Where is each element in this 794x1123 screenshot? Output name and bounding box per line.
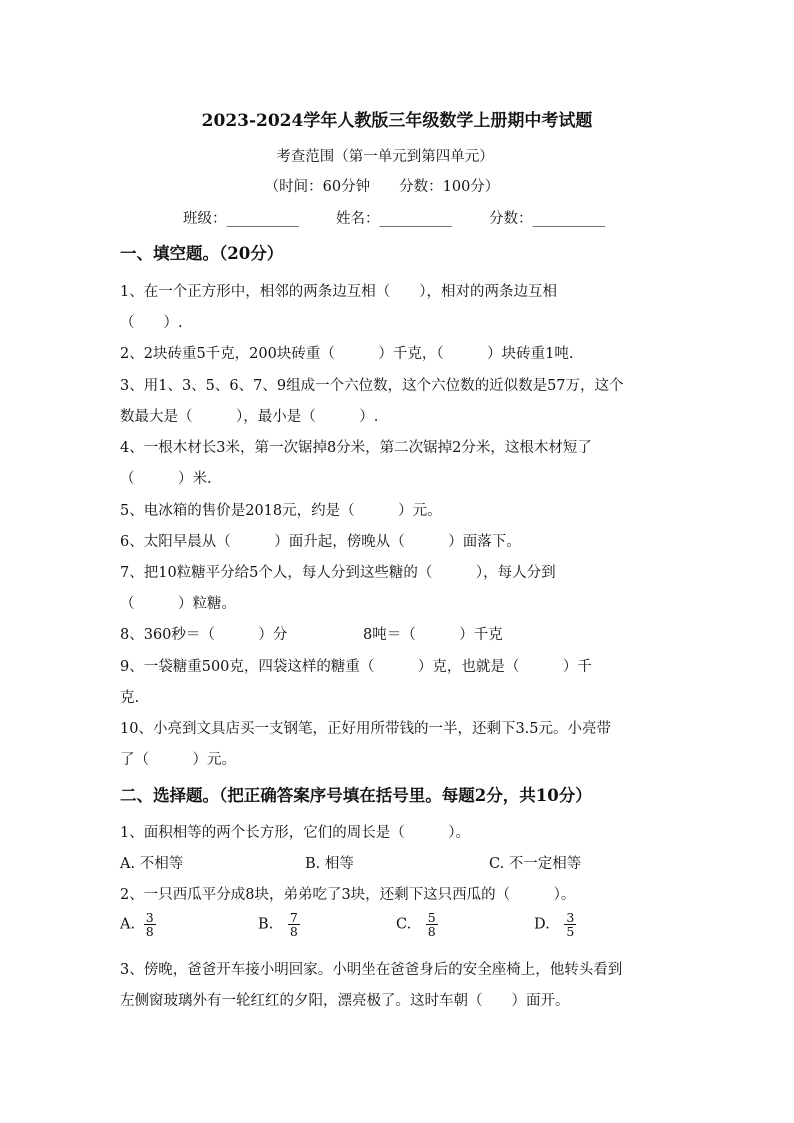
question-1-8a: 8、360秒＝（ ）分: [120, 627, 288, 643]
option-label: D.: [534, 916, 550, 933]
question-1-7-cont: （ ）粒糖。: [120, 596, 236, 612]
q2-1-option-a: A. 不相等: [120, 856, 184, 872]
name-field: 姓名：__________: [336, 211, 452, 227]
q2-2-option-a: [120, 911, 156, 938]
fraction-numerator: 7: [289, 910, 298, 925]
exam-time-score: （时间：60分钟 分数：100分）: [264, 179, 500, 195]
question-1-4-cont: （ ）米.: [120, 471, 212, 487]
fraction-denominator: 8: [145, 924, 154, 939]
q2-2-option-c: [396, 911, 438, 938]
option-label: A.: [120, 916, 136, 933]
fraction-denominator: 8: [289, 924, 298, 939]
question-1-9: 9、一袋糖重500克，四袋这样的糖重（ ）克，也就是（ ）千: [120, 659, 592, 675]
question-2-2: 2、一只西瓜平分成8块，弟弟吃了3块，还剩下这只西瓜的（ ）。: [120, 887, 576, 903]
fraction-numerator: 3: [145, 910, 154, 925]
fraction: [426, 911, 438, 938]
question-2-1: 1、面积相等的两个长方形，它们的周长是（ ）。: [120, 825, 470, 841]
question-1-3: 3、用1、3、5、6、7、9组成一个六位数，这个六位数的近似数是57万，这个: [120, 378, 624, 394]
question-1-9-cont: 克.: [120, 690, 140, 706]
question-1-2: 2、2块砖重5千克，200块砖重（ ）千克，（ ）块砖重1吨.: [120, 346, 574, 362]
score-field: 分数：__________: [489, 211, 605, 227]
question-1-1: 1、在一个正方形中，相邻的两条边互相（ ），相对的两条边互相: [120, 284, 557, 300]
question-1-1-cont: （ ）.: [120, 315, 183, 331]
question-2-3-cont: 左侧窗玻璃外有一轮红红的夕阳，漂亮极了。这时车朝（ ）面开。: [120, 993, 570, 1009]
fraction-denominator: 5: [566, 924, 575, 939]
fraction-numerator: 3: [566, 910, 575, 925]
question-1-8b: 8吨＝（ ）千克: [363, 627, 503, 643]
fraction: [564, 911, 576, 938]
fraction: [144, 911, 156, 938]
question-2-3: 3、傍晚，爸爸开车接小明回家。小明坐在爸爸身后的安全座椅上，他转头看到: [120, 962, 623, 978]
question-1-3-cont: 数最大是（ ），最小是（ ）.: [120, 409, 379, 425]
q2-2-option-b: [258, 911, 300, 938]
fraction: [288, 911, 300, 938]
class-field: 班级：__________: [183, 211, 299, 227]
question-1-4: 4、一根木材长3米，第一次锯掉8分米，第二次锯掉2分米，这根木材短了: [120, 440, 592, 456]
option-label: C.: [396, 916, 412, 933]
fraction-denominator: 8: [427, 924, 436, 939]
q2-2-option-d: [534, 911, 576, 938]
question-1-5: 5、电冰箱的售价是2018元，约是（ ）元。: [120, 503, 442, 519]
section2-heading: 二、选择题。（把正确答案序号填在括号里。每题2分，共10分）: [120, 786, 592, 805]
q2-1-option-c: C. 不一定相等: [489, 856, 582, 872]
question-1-6: 6、太阳早晨从（ ）面升起，傍晚从（ ）面落下。: [120, 534, 521, 550]
exam-title: 2023-2024学年人教版三年级数学上册期中考试题: [201, 111, 593, 131]
question-1-10-cont: 了（ ）元。: [120, 752, 236, 768]
q2-1-option-b: B. 相等: [305, 856, 354, 872]
section1-heading: 一、填空题。（20分）: [120, 244, 284, 263]
option-label: B.: [258, 916, 274, 933]
exam-scope: 考查范围（第一单元到第四单元）: [276, 149, 494, 165]
question-1-7: 7、把10粒糖平分给5个人，每人分到这些糖的（ ），每人分到: [120, 565, 556, 581]
fraction-numerator: 5: [427, 910, 436, 925]
question-1-10: 10、小亮到文具店买一支钢笔，正好用所带钱的一半，还剩下3.5元。小亮带: [120, 721, 612, 737]
